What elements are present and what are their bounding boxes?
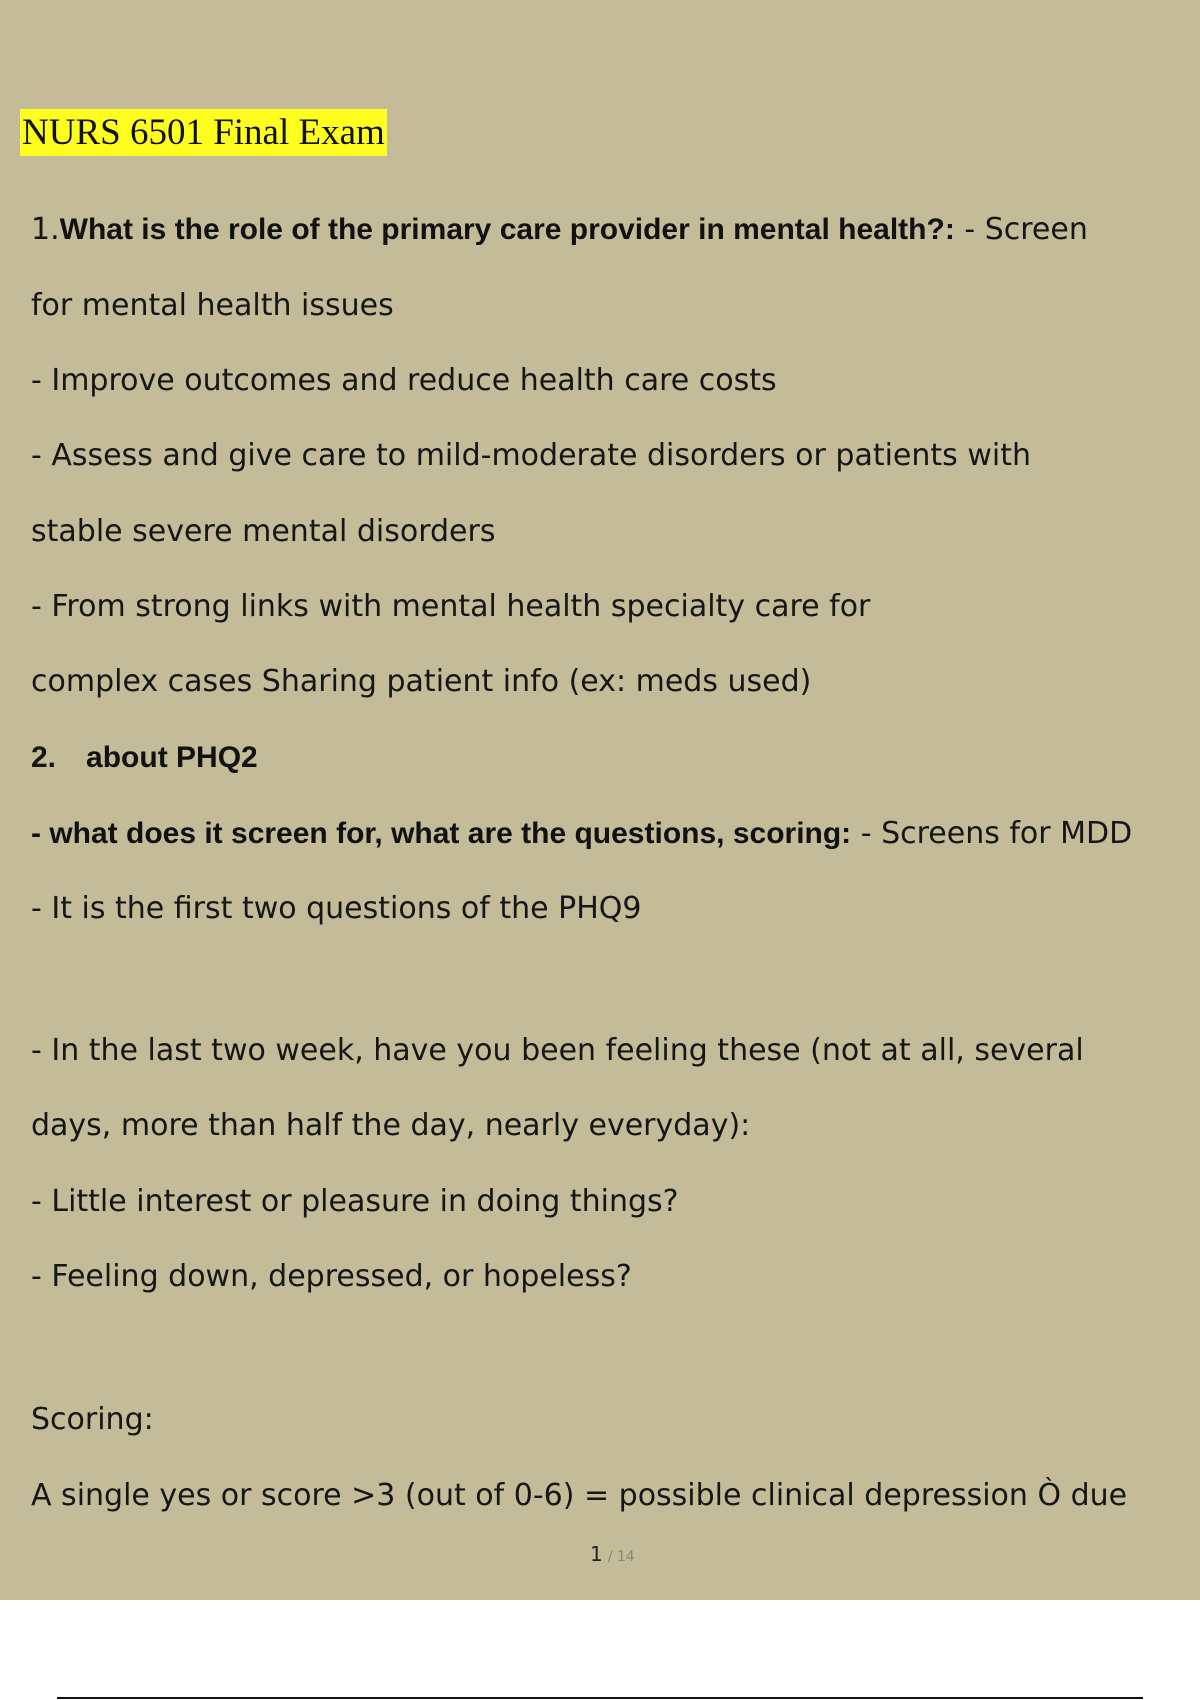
answer-line: - In the last two week, have you been feeling these (not at all, several: [31, 1033, 1084, 1068]
page-number: [590, 1542, 635, 1569]
answer-line: stable severe mental disorders: [31, 514, 496, 549]
answer-line: - Assess and give care to mild-moderate disorders or patients with: [31, 438, 1031, 473]
answer-line: - Little interest or pleasure in doing things?: [31, 1184, 679, 1219]
question-2-number: 2.: [31, 741, 57, 774]
answer-line: A single yes or score >3 (out of 0-6) = possible clinical depression Ò due: [31, 1478, 1128, 1513]
page-divider: [57, 1697, 1143, 1699]
document-title: NURS 6501 Final Exam: [20, 109, 387, 156]
question-2-line: [31, 814, 1132, 854]
question-1-text: What is the role of the primary care provider in mental health?:: [59, 213, 955, 246]
answer-line: - Improve outcomes and reduce health care costs: [31, 363, 777, 398]
page-number-current: 1: [590, 1542, 603, 1566]
page-number-total: / 14: [607, 1549, 635, 1565]
answer-line: complex cases Sharing patient info (ex: meds used): [31, 664, 812, 699]
answer-line: days, more than half the day, nearly everyday):: [31, 1108, 751, 1143]
question-2-text: - what does it screen for, what are the questions, scoring:: [31, 817, 852, 850]
question-1-answer-start: - Screen: [954, 212, 1088, 247]
answer-line: for mental health issues: [31, 288, 394, 323]
question-1-line: [31, 210, 1088, 250]
question-2-heading: about PHQ2: [86, 741, 258, 774]
question-2-heading-line: [31, 738, 258, 778]
answer-line: - From strong links with mental health specialty care for: [31, 589, 871, 624]
question-1-number: 1.: [31, 212, 60, 247]
answer-line: - It is the first two questions of the PHQ9: [31, 891, 642, 926]
answer-line: - Feeling down, depressed, or hopeless?: [31, 1259, 632, 1294]
scoring-label: Scoring:: [31, 1402, 154, 1437]
question-2-answer-start: - Screens for MDD: [851, 816, 1133, 851]
